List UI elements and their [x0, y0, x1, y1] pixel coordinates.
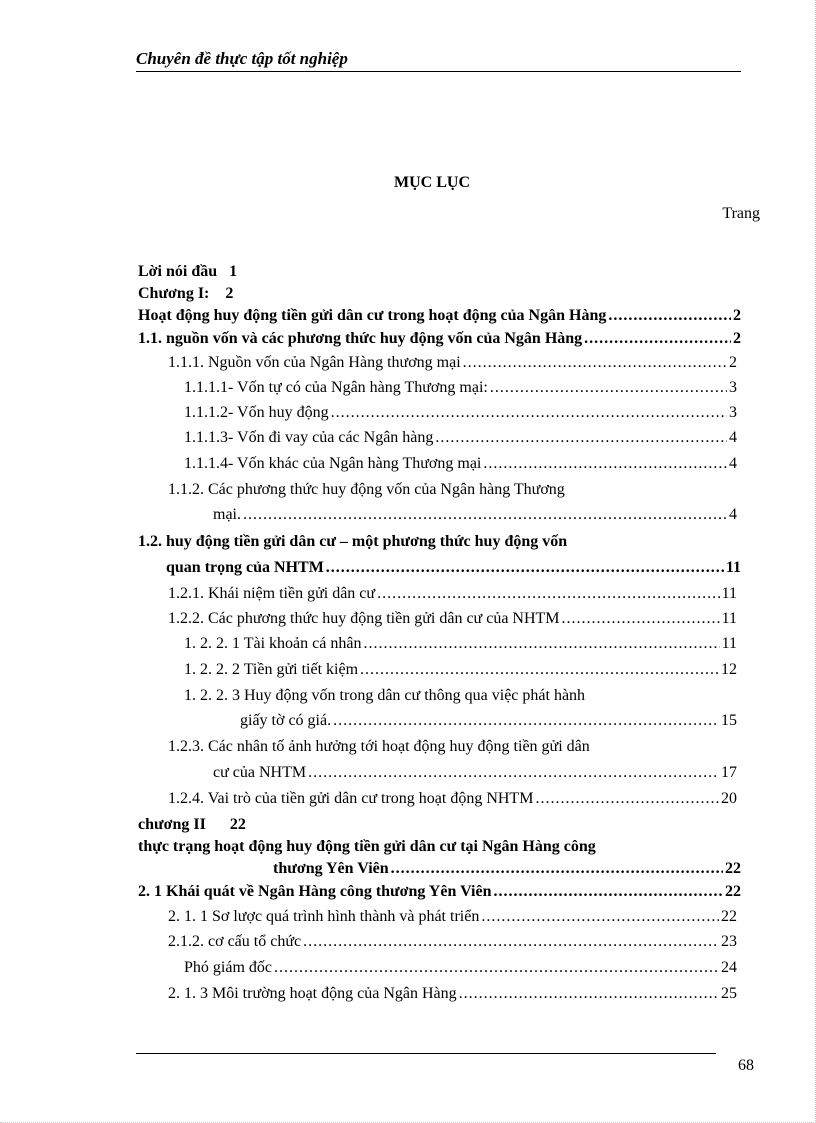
toc-leader-dots [326, 558, 724, 578]
toc-leader-dots [463, 353, 727, 373]
trang-label: Trang [722, 205, 760, 222]
toc-leader-dots [493, 882, 723, 902]
toc-entry-text: Phó giám đốc [184, 959, 272, 976]
toc-entry-chuong-2[interactable] [138, 815, 246, 835]
toc-entry-page: 11 [721, 585, 737, 602]
toc-entry[interactable] [184, 403, 737, 423]
toc-entry-continuation[interactable] [213, 763, 737, 783]
toc-leader-dots [584, 329, 731, 349]
toc-leader-dots [243, 505, 727, 525]
toc-entry-text: 1.2. huy động tiền gửi dân cư – một phương thức huy động vốn [138, 533, 568, 550]
toc-entry-text: 1.1.2. Các phương thức huy động vốn của Ngân hàng Thương [168, 481, 565, 498]
toc-leader-dots [331, 403, 727, 423]
toc-entry-text: 2. 1. 1 Sơ lược quá trình hình thành và phát triển [168, 908, 480, 925]
toc-entry-text: chương II [138, 816, 206, 833]
toc-entry[interactable] [168, 480, 565, 500]
toc-entry-text: thương Yên Viên [273, 860, 389, 877]
toc-leader-dots [308, 763, 719, 783]
toc-entry-text: 1.1.1.2- Vốn huy động [184, 404, 329, 421]
toc-entry-text: Hoạt động huy động tiền gửi dân cư trong hoạt động của Ngân Hàng [138, 307, 607, 324]
toc-entry-page: 4 [729, 455, 737, 472]
toc-entry[interactable] [138, 306, 741, 326]
toc-entry-page: 23 [721, 933, 737, 950]
toc-entry-text: 1.1.1.1- Vốn tự có của Ngân hàng Thương mại: [184, 379, 488, 396]
toc-leader-dots [608, 306, 731, 326]
toc-entry-text: Chương I: [138, 285, 210, 302]
toc-entry-text: 2. 1. 3 Môi trường hoạt động của Ngân Hàng [168, 985, 457, 1002]
toc-entry-page: 4 [729, 506, 737, 523]
toc-leader-dots [435, 428, 727, 448]
toc-leader-dots [303, 932, 719, 952]
toc-entry-text: 1.1. nguồn vốn và các phương thức huy động vốn của Ngân Hàng [138, 330, 583, 347]
toc-entry-text: 1. 2. 2. 2 Tiền gửi tiết kiệm [184, 661, 359, 678]
toc-leader-dots [535, 789, 719, 809]
toc-entry-page: 15 [721, 712, 737, 729]
toc-entry-text: 1.2.3. Các nhân tố ảnh hưởng tới hoạt động huy động tiền gửi dân [168, 738, 590, 755]
toc-leader-dots [274, 958, 719, 978]
toc-entry-text: 1.2.2. Các phương thức huy động tiền gửi dân cư của NHTM [168, 610, 560, 627]
header-rule [136, 71, 741, 72]
toc-entry-chuong-1[interactable] [138, 284, 233, 304]
toc-entry[interactable] [184, 428, 737, 448]
toc-entry[interactable] [168, 584, 737, 604]
toc-entry-text: thực trạng hoạt động huy động tiền gửi dân cư tại Ngân Hàng công [138, 838, 596, 855]
toc-entry[interactable] [184, 378, 737, 398]
toc-entry-text: quan trọng của NHTM [166, 559, 324, 576]
toc-entry-text: 2. 1 Khái quát về Ngân Hàng công thương Yên Viên [138, 883, 492, 900]
toc-entry-continuation[interactable] [166, 558, 741, 578]
toc-entry-text: 2.1.2. cơ cấu tổ chức [168, 933, 302, 950]
toc-entry-text: 1. 2. 2. 1 Tài khoản cá nhân [184, 635, 362, 652]
toc-entry-continuation[interactable] [240, 711, 737, 731]
toc-entry-page: 22 [229, 816, 246, 833]
toc-entry-loi-noi-dau[interactable] [138, 262, 237, 282]
toc-entry-page: 22 [725, 883, 741, 900]
toc-entry-text: mại. [213, 506, 241, 523]
toc-leader-dots [363, 634, 719, 654]
toc-leader-dots [391, 859, 723, 879]
toc-entry-text: 1.1.1.4- Vốn khác của Ngân hàng Thương mại [184, 455, 482, 472]
toc-entry-page: 17 [721, 764, 737, 781]
toc-entry-page: 11 [721, 635, 737, 652]
toc-leader-dots [481, 907, 719, 927]
toc-entry-text: 1.2.4. Vai trò của tiền gửi dân cư trong hoạt động NHTM [168, 790, 534, 807]
toc-entry[interactable] [168, 984, 737, 1004]
toc-leader-dots [377, 584, 720, 604]
toc-entry-page: 2 [729, 354, 737, 371]
toc-leader-dots [490, 378, 727, 398]
toc-entry-page: 2 [733, 330, 741, 347]
toc-entry[interactable] [138, 329, 741, 349]
toc-leader-dots [483, 454, 727, 474]
toc-leader-dots [562, 609, 720, 629]
toc-entry[interactable] [138, 882, 741, 902]
toc-entry[interactable] [168, 609, 737, 629]
toc-leader-dots [333, 711, 719, 731]
toc-entry[interactable] [168, 932, 737, 952]
toc-entry-text: 1.1.1. Nguồn vốn của Ngân Hàng thương mại [168, 354, 461, 371]
header-title: Chuyên đề thực tập tốt nghiệp [136, 49, 348, 68]
toc-entry-page: 2 [733, 307, 741, 324]
toc-entry-continuation[interactable] [213, 505, 737, 525]
toc-entry-page: 11 [721, 610, 737, 627]
toc-entry[interactable] [184, 958, 737, 978]
page-title: MỤC LỤC [394, 174, 470, 191]
toc-entry-page: 4 [729, 429, 737, 446]
toc-entry[interactable] [184, 454, 737, 474]
toc-entry-text: 1. 2. 2. 3 Huy động vốn trong dân cư thông qua việc phát hành [184, 687, 586, 704]
toc-entry[interactable] [184, 660, 737, 680]
toc-entry-text: Lời nói đầu [138, 263, 218, 280]
toc-entry-text: giấy tờ có giá. [240, 712, 332, 729]
toc-entry-page: 3 [729, 404, 737, 421]
toc-entry[interactable] [168, 907, 737, 927]
toc-entry[interactable] [138, 532, 567, 552]
toc-entry[interactable] [168, 737, 590, 757]
toc-entry-page: 12 [721, 661, 737, 678]
toc-leader-dots [360, 660, 719, 680]
toc-entry-page: 22 [725, 860, 741, 877]
toc-entry-page: 1 [229, 263, 238, 280]
toc-entry-text: cư của NHTM [213, 764, 307, 781]
toc-entry-page: 24 [721, 959, 737, 976]
toc-entry-text: 1.2.1. Khái niệm tiền gửi dân cư [168, 585, 376, 602]
toc-entry-page: 25 [721, 985, 737, 1002]
toc-entry-page: 11 [725, 559, 741, 576]
toc-entry[interactable] [138, 837, 596, 857]
toc-entry-page: 3 [729, 379, 737, 396]
page-number: 68 [738, 1057, 754, 1074]
toc-leader-dots [459, 984, 719, 1004]
toc-entry-text: 1.1.1.3- Vốn đi vay của các Ngân hàng [184, 429, 434, 446]
toc-entry-page: 20 [721, 790, 737, 807]
toc-entry-page: 2 [225, 285, 234, 302]
toc-entry[interactable] [184, 634, 737, 654]
toc-entry[interactable] [168, 789, 737, 809]
toc-entry[interactable] [184, 686, 585, 706]
footer-rule [136, 1053, 716, 1054]
toc-entry-continuation[interactable] [273, 859, 741, 879]
toc-entry[interactable] [168, 353, 737, 373]
toc-entry-page: 22 [721, 908, 737, 925]
